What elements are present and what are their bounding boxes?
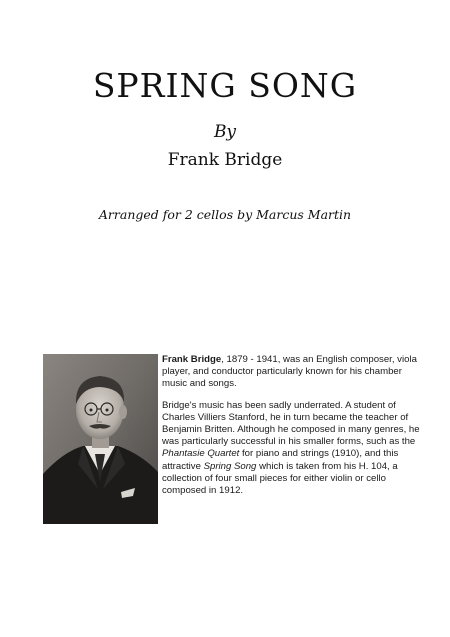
bio-composer-name: Frank Bridge	[162, 354, 222, 365]
by-line: By	[213, 122, 237, 142]
composer-biography	[162, 354, 424, 506]
page-title: SPRING SONG	[92, 66, 358, 105]
bio-paragraph-2	[162, 400, 424, 498]
bio-paragraph-1	[162, 354, 424, 391]
bio-p2-part2: for piano and strings (1910), and this attractive	[162, 448, 399, 472]
composer-name: Frank Bridge	[167, 150, 283, 170]
bio-p1-text: , 1879 - 1941, was an English composer, viola player, and conductor particularly known for his chamber music and songs.	[162, 354, 417, 390]
bio-work-phantasie-quartet: Phantasie Quartet	[162, 448, 240, 460]
arrangement-line: Arranged for 2 cellos by Marcus Martin	[98, 207, 352, 222]
composer-portrait	[43, 354, 158, 524]
bio-p2-part1: Bridge's music has been sadly underrated. A student of Charles Villiers Stanford, he in turn became the teacher of Benjamin Britten. Although he composed in many genres, he was particularly successful in his smaller forms, such as the	[162, 399, 420, 448]
bio-work-spring-song: Spring Song	[203, 460, 257, 472]
bio-p2-part3: which is taken from his H. 104, a collection of four small pieces for either violin or cello composed in 1912.	[162, 460, 398, 497]
